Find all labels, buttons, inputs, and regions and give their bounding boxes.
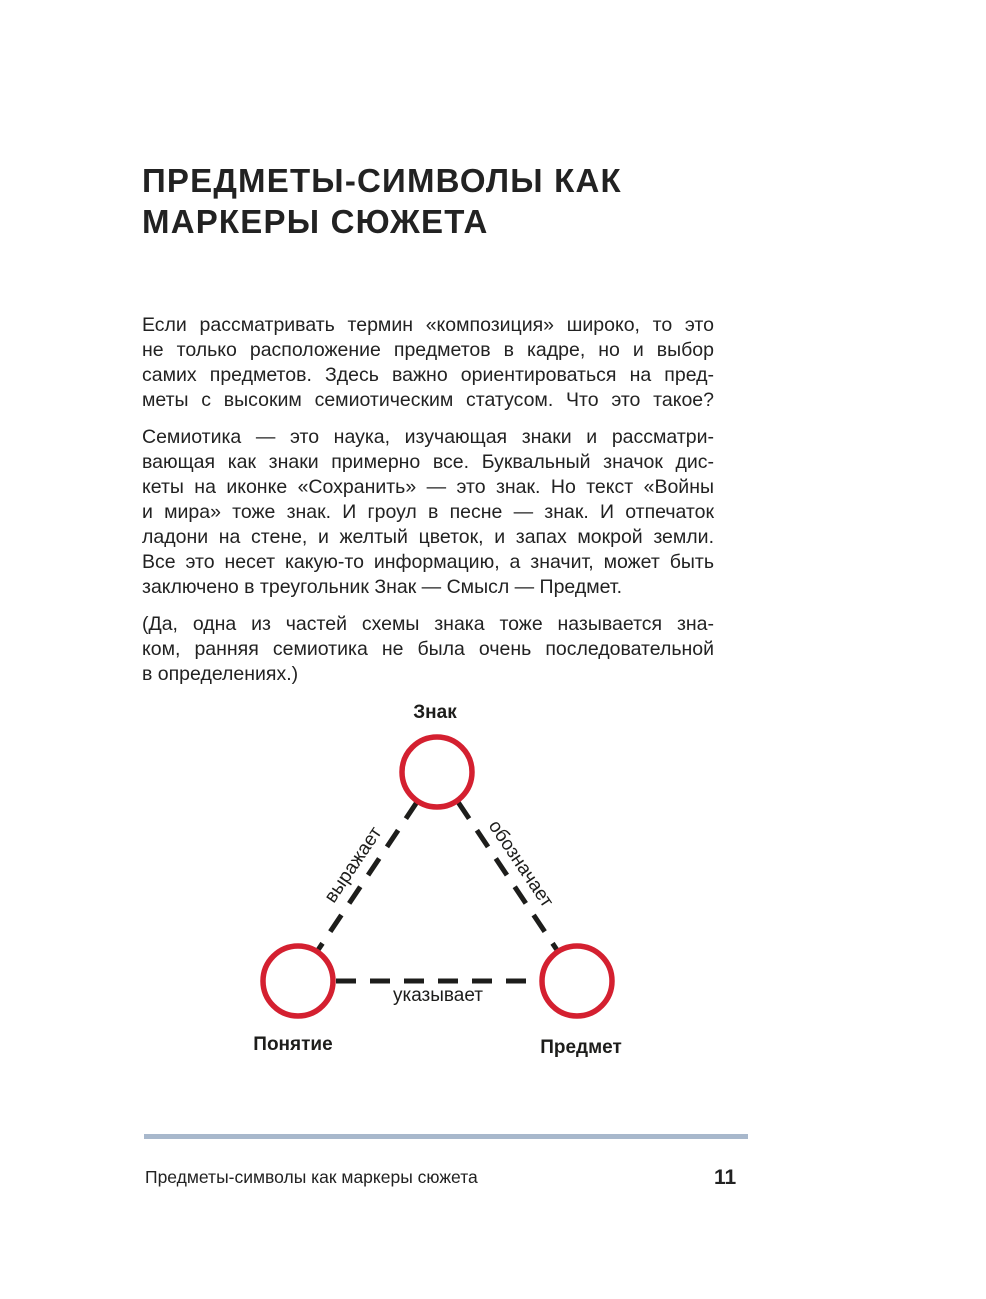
node-concept-label: Понятие — [253, 1034, 333, 1055]
text-line: в определениях.) — [142, 663, 299, 685]
text-line: не только расположение предметов в кадре, но и выбор — [142, 339, 714, 361]
text-line: меты с высоким семиотическим статусом. Что это такое? — [142, 389, 714, 411]
running-title: Предметы-символы как маркеры сюжета — [145, 1167, 478, 1187]
text-line: Семиотика — это наука, изучающая знаки и рассматри- — [142, 426, 714, 448]
text-line: вающая как знаки примерно все. Буквальный значок дис- — [142, 451, 714, 473]
text-line: и мира» тоже знак. И гроул в песне — знак. И отпечаток — [142, 501, 714, 523]
edge-points-label: указывает — [392, 985, 484, 1006]
title-line: ПРЕДМЕТЫ-СИМВОЛЫ КАК — [142, 162, 622, 199]
text-line: ладони на стене, и желтый цветок, и запах мокрой земли. — [142, 526, 714, 548]
footer-divider — [144, 1134, 748, 1139]
page-number: 11 — [714, 1166, 737, 1189]
text-line: заключено в треугольник Знак — Смысл — Предмет. — [142, 576, 622, 598]
node-sign-circle — [402, 737, 472, 807]
node-object-label: Предмет — [540, 1037, 622, 1058]
edge-expresses-label: выражает — [320, 823, 387, 907]
node-sign-label: Знак — [413, 702, 457, 723]
text-line: самих предметов. Здесь важно ориентироваться на пред- — [142, 364, 714, 386]
node-concept-circle — [263, 946, 333, 1016]
text-line: ком, ранняя семиотика не была очень последовательной — [142, 638, 714, 660]
text-line: Если рассматривать термин «композиция» широко, то это — [142, 314, 714, 336]
text-line: (Да, одна из частей схемы знака тоже называется зна- — [142, 613, 714, 635]
node-object-circle — [542, 946, 612, 1016]
title-line: МАРКЕРЫ СЮЖЕТА — [142, 203, 489, 240]
text-line: кеты на иконке «Сохранить» — это знак. Но текст «Войны — [142, 476, 714, 498]
text-line: Все это несет какую-то информацию, а значит, может быть — [142, 551, 714, 573]
edge-denotes-label: обозначает — [483, 816, 558, 912]
